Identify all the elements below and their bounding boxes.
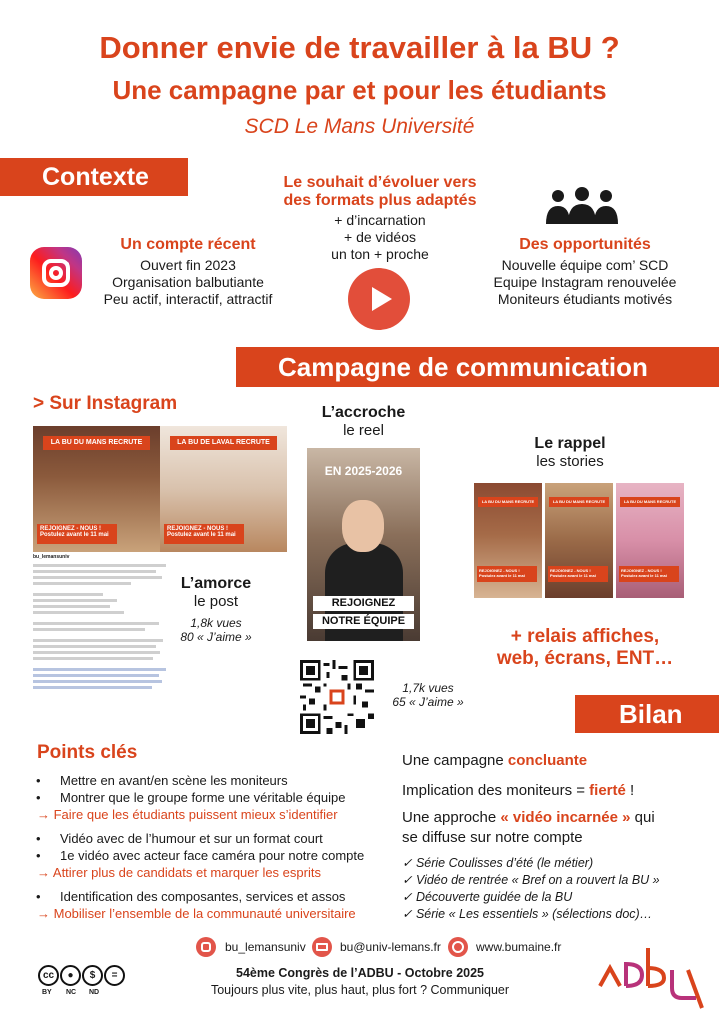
instagram-post-image [33, 426, 287, 552]
reel-likes: 65 « J’aime » [392, 695, 464, 709]
post-card-footer: REJOIGNEZ - NOUS ! Postulez avant le 11 mai [164, 524, 244, 544]
bilan-line-2: Implication des moniteurs = fierté ! [402, 782, 635, 799]
wish-line: un ton + proche [331, 246, 429, 262]
reel-caption-2: NOTRE ÉQUIPE [313, 614, 414, 629]
reel-caption-1: REJOIGNEZ [313, 596, 414, 611]
globe-icon [448, 937, 468, 957]
stories-label [510, 435, 630, 470]
story-image: LA BU DU MANS RECRUTE REJOIGNEZ - NOUS ! Postulez avant le 11 mai [616, 483, 684, 598]
relays-line: web, écrans, ENT… [496, 648, 674, 669]
account-line: Peu actif, interactif, attractif [103, 291, 273, 307]
key-point-arrow: → Faire que les étudiants puissent mieux s’identifier [37, 807, 338, 822]
post-card-header: LA BU DU MANS RECRUTE [43, 436, 150, 450]
bilan-line-1: Une campagne concluante [402, 752, 588, 769]
account-line: Organisation balbutiante [112, 274, 264, 290]
post-label [176, 575, 256, 644]
key-point: Vidéo avec de l’humour et sur un format court [60, 831, 323, 846]
post-card-footer: REJOIGNEZ - NOUS ! Postulez avant le 11 mai [37, 524, 117, 544]
bilan-line-4: se diffuse sur notre compte [402, 829, 583, 846]
reel-stats [388, 681, 468, 709]
nd-icon: = [104, 965, 125, 986]
post-subtitle: le post [193, 593, 239, 610]
key-points-list: • Mettre en avant/en scène les moniteurs • Montrer que le groupe forme une véritable équipe → Faire que les étudiants puissent mieux s’identifier • Vidéo avec de l’humour et sur un format court • 1e vidéo avec acteur face caméra pour notre compte → Attirer plus de candidats et marquer les esprits • Identification des composantes, services et assos → Mobiliser l’ensemble de la communauté universitaire [36, 773, 365, 921]
key-point: Identification des composantes, services et assos [60, 889, 346, 904]
bilan-line-3: Une approche « vidéo incarnée » qui [402, 809, 655, 826]
bilan-list-item: ✓ Série « Les essentiels » (sélections doc)… [402, 907, 653, 921]
wish-heading-1: Le souhait d’évoluer vers [283, 174, 477, 191]
post-account: bu_lemansuniv [33, 554, 70, 560]
account-line: Ouvert fin 2023 [140, 257, 236, 273]
cc-label: NC [66, 989, 77, 996]
campaign-banner: Campagne de communication [236, 347, 719, 387]
account-heading: Un compte récent [120, 236, 256, 253]
story-image: LA BU DU MANS RECRUTE REJOIGNEZ - NOUS ! Postulez avant le 11 mai [474, 483, 542, 598]
post-caption [33, 554, 173, 724]
relays-block [478, 626, 692, 670]
bilan-list-item: ✓ Découverte guidée de la BU [402, 890, 573, 904]
reel-views: 1,7k vues [402, 681, 454, 695]
key-point: 1e vidéo avec acteur face caméra pour notre compte [60, 848, 365, 863]
bilan-list-item: ✓ Vidéo de rentrée « Bref on a rouvert la BU » [402, 873, 660, 887]
bilan-list [402, 855, 712, 923]
play-icon [348, 268, 410, 330]
context-banner: Contexte [0, 158, 188, 196]
reel-title: L’accroche [321, 404, 406, 421]
opportunities-line: Moniteurs étudiants motivés [497, 291, 673, 307]
wish-heading-2: des formats plus adaptés [283, 192, 477, 209]
key-points-heading: Points clés [37, 742, 138, 763]
wish-block [260, 174, 500, 263]
account-block [88, 236, 288, 308]
key-point: Montrer que le groupe forme une véritable équipe [60, 790, 346, 805]
story-image: LA BU DU MANS RECRUTE REJOIGNEZ - NOUS ! Postulez avant le 11 mai [545, 483, 613, 598]
footer-email[interactable]: bu@univ-lemans.fr [340, 940, 441, 954]
cc-label: ND [89, 989, 100, 996]
congress: 54ème Congrès de l’ADBU - Octobre 2025 [236, 966, 484, 980]
mail-icon [312, 937, 332, 957]
people-icon [544, 186, 620, 226]
post-title: L’amorce [180, 575, 252, 592]
instagram-icon [196, 937, 216, 957]
key-point: Mettre en avant/en scène les moniteurs [60, 773, 288, 788]
instagram-heading: > Sur Instagram [33, 393, 178, 414]
stories-subtitle: les stories [536, 453, 604, 470]
bilan-list-item: ✓ Série Coulisses d’été (le métier) [402, 856, 594, 870]
tagline: Toujours plus vite, plus haut, plus fort ? Communiquer [210, 983, 510, 997]
opportunities-line: Equipe Instagram renouvelée [493, 274, 677, 290]
cc-label: BY [42, 989, 52, 996]
bilan-banner: Bilan [575, 695, 719, 733]
key-point-arrow: → Attirer plus de candidats et marquer les esprits [37, 865, 321, 880]
organization: SCD Le Mans Université [244, 115, 475, 138]
relays-line: + relais affiches, [510, 626, 660, 647]
qr-code-icon [300, 660, 374, 734]
footer-website[interactable]: www.bumaine.fr [476, 940, 562, 954]
wish-line: + d’incarnation [334, 212, 426, 228]
opportunities-line: Nouvelle équipe com’ SCD [501, 257, 669, 273]
opportunities-heading: Des opportunités [519, 236, 651, 253]
page-subtitle: Une campagne par et pour les étudiants [112, 75, 607, 105]
instagram-icon [30, 247, 82, 299]
post-likes: 80 « J’aime » [180, 630, 252, 644]
post-card-header: LA BU DE LAVAL RECRUTE [170, 436, 277, 450]
post-views: 1,8k vues [190, 616, 242, 630]
nc-icon: $ [82, 965, 103, 986]
reel-year: EN 2025-2026 [324, 464, 403, 478]
wish-line: + de vidéos [344, 229, 416, 245]
by-icon: ● [60, 965, 81, 986]
key-point-arrow: → Mobiliser l’ensemble de la communauté universitaire [37, 906, 356, 921]
footer-instagram[interactable]: bu_lemansuniv [225, 940, 306, 954]
reel-video [307, 448, 420, 641]
stories-title: Le rappel [534, 435, 606, 452]
opportunities-block [480, 236, 690, 308]
adbu-logo [596, 942, 706, 1014]
page-title: Donner envie de travailler à la BU ? [99, 30, 620, 65]
reel-label [307, 404, 420, 439]
cc-icon: cc [38, 965, 59, 986]
reel-subtitle: le reel [343, 422, 384, 439]
